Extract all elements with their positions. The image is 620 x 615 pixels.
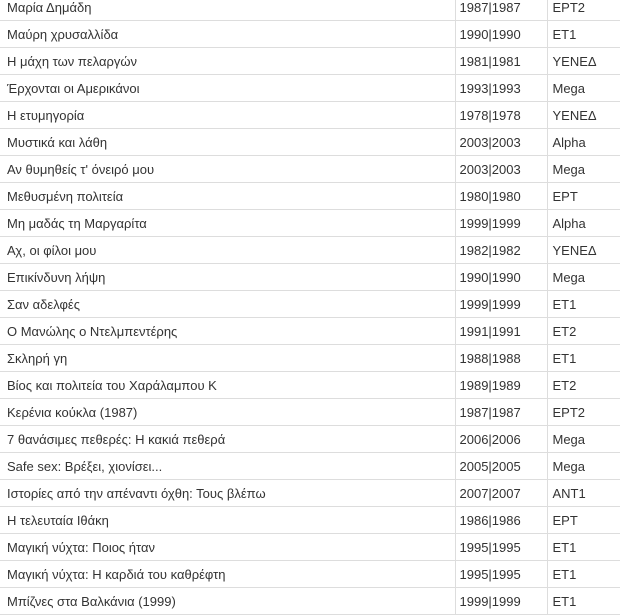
title-cell xyxy=(0,507,455,534)
table-row xyxy=(0,102,620,129)
channel-cell: Mega xyxy=(547,75,620,102)
channel-cell: ΕΤ1 xyxy=(547,534,620,561)
table-row xyxy=(0,561,620,588)
title-cell xyxy=(0,480,455,507)
series-title-link[interactable]: Safe sex: Βρέξει, χιονίσει... xyxy=(7,458,163,474)
title-cell xyxy=(0,372,455,399)
title-cell xyxy=(0,183,455,210)
years-cell: 1986|1986 xyxy=(455,507,547,534)
title-cell xyxy=(0,129,455,156)
series-title-link[interactable]: Αν θυμηθείς τ' όνειρό μου xyxy=(7,161,155,177)
title-cell xyxy=(0,21,455,48)
title-cell xyxy=(0,48,455,75)
channel-cell: Alpha xyxy=(547,129,620,156)
years-cell: 1999|1999 xyxy=(455,588,547,615)
series-title-link[interactable]: Η ετυμηγορία xyxy=(7,107,85,123)
years-cell: 2006|2006 xyxy=(455,426,547,453)
series-title-link[interactable]: Ιστορίες από την απέναντι όχθη: Τους βλέπω xyxy=(7,485,266,501)
channel-cell: Mega xyxy=(547,453,620,480)
years-cell: 1999|1999 xyxy=(455,210,547,237)
channel-cell: ΕΤ1 xyxy=(547,588,620,615)
title-cell xyxy=(0,291,455,318)
channel-cell: ΕΤ1 xyxy=(547,561,620,588)
series-title-link[interactable]: Μαύρη χρυσαλλίδα xyxy=(7,26,119,42)
series-title-link[interactable]: Βίος και πολιτεία του Χαράλαμπου Κ xyxy=(7,377,217,393)
series-title-link[interactable]: Η μάχη των πελαργών xyxy=(7,53,138,69)
title-cell xyxy=(0,399,455,426)
channel-cell: ΥΕΝΕΔ xyxy=(547,102,620,129)
table-row xyxy=(0,318,620,345)
years-cell: 2003|2003 xyxy=(455,129,547,156)
table-row xyxy=(0,264,620,291)
channel-cell: Mega xyxy=(547,264,620,291)
table-row xyxy=(0,426,620,453)
title-cell xyxy=(0,0,455,21)
channel-cell: ΥΕΝΕΔ xyxy=(547,237,620,264)
channel-cell: ΕΤ1 xyxy=(547,345,620,372)
channel-cell: ΕΡΤ2 xyxy=(547,399,620,426)
years-cell: 1987|1987 xyxy=(455,399,547,426)
years-cell: 1981|1981 xyxy=(455,48,547,75)
series-title-link[interactable]: Σκληρή γη xyxy=(7,350,68,366)
table-row xyxy=(0,156,620,183)
channel-cell: ΕΤ1 xyxy=(547,21,620,48)
table-row xyxy=(0,588,620,615)
years-cell: 1995|1995 xyxy=(455,534,547,561)
channel-cell: ΕΡΤ2 xyxy=(547,0,620,21)
series-title-link[interactable]: Μαρία Δημάδη xyxy=(7,0,92,15)
table-row xyxy=(0,183,620,210)
years-cell: 2007|2007 xyxy=(455,480,547,507)
years-cell: 1993|1993 xyxy=(455,75,547,102)
table-row xyxy=(0,237,620,264)
table-row xyxy=(0,0,620,21)
channel-cell: ΕΡΤ xyxy=(547,183,620,210)
table-row xyxy=(0,507,620,534)
channel-cell: Mega xyxy=(547,426,620,453)
title-cell xyxy=(0,561,455,588)
series-title-link[interactable]: Μαγική νύχτα: Η καρδιά του καθρέφτη xyxy=(7,566,226,582)
channel-cell: ΕΤ2 xyxy=(547,372,620,399)
series-title-link[interactable]: Μαγική νύχτα: Ποιος ήταν xyxy=(7,539,156,555)
series-title-link[interactable]: Σαν αδελφές xyxy=(7,296,80,312)
series-title-link[interactable]: Μυστικά και λάθη xyxy=(7,134,108,150)
channel-cell: ΑΝΤ1 xyxy=(547,480,620,507)
table-row xyxy=(0,372,620,399)
title-cell xyxy=(0,102,455,129)
table-row xyxy=(0,129,620,156)
series-title-link[interactable]: Μη μαδάς τη Μαργαρίτα xyxy=(7,215,147,231)
series-title-link[interactable]: Η τελευταία Ιθάκη xyxy=(7,512,109,528)
series-title-link[interactable]: Ο Μανώλης ο Ντελμπεντέρης xyxy=(7,323,178,339)
title-cell xyxy=(0,210,455,237)
channel-cell: ΥΕΝΕΔ xyxy=(547,48,620,75)
years-cell: 1989|1989 xyxy=(455,372,547,399)
channel-cell: Alpha xyxy=(547,210,620,237)
years-cell: 1978|1978 xyxy=(455,102,547,129)
title-cell xyxy=(0,156,455,183)
years-cell: 2003|2003 xyxy=(455,156,547,183)
title-cell xyxy=(0,426,455,453)
table-row xyxy=(0,210,620,237)
channel-cell: ΕΤ1 xyxy=(547,291,620,318)
series-title-link[interactable]: Μεθυσμένη πολιτεία xyxy=(7,188,124,204)
years-cell: 1982|1982 xyxy=(455,237,547,264)
years-cell: 1991|1991 xyxy=(455,318,547,345)
years-cell: 1988|1988 xyxy=(455,345,547,372)
title-cell xyxy=(0,237,455,264)
years-cell: 1987|1987 xyxy=(455,0,547,21)
title-cell xyxy=(0,345,455,372)
channel-cell: ΕΤ2 xyxy=(547,318,620,345)
series-title-link[interactable]: Έρχονται οι Αμερικάνοι xyxy=(7,80,140,96)
table-row xyxy=(0,453,620,480)
years-cell: 2005|2005 xyxy=(455,453,547,480)
table-row xyxy=(0,291,620,318)
series-title-link[interactable]: Επικίνδυνη λήψη xyxy=(7,269,106,285)
years-cell: 1980|1980 xyxy=(455,183,547,210)
table-row xyxy=(0,534,620,561)
series-title-link[interactable]: Μπίζνες στα Βαλκάνια (1999) xyxy=(7,593,176,609)
title-cell xyxy=(0,75,455,102)
table-row xyxy=(0,399,620,426)
table-row xyxy=(0,21,620,48)
title-cell xyxy=(0,318,455,345)
title-cell xyxy=(0,534,455,561)
table-row xyxy=(0,480,620,507)
years-cell: 1990|1990 xyxy=(455,264,547,291)
series-title-link[interactable]: Κερένια κούκλα (1987) xyxy=(7,404,138,420)
table-row xyxy=(0,345,620,372)
series-title-link[interactable]: 7 θανάσιμες πεθερές: Η κακιά πεθερά xyxy=(7,431,226,447)
channel-cell: Mega xyxy=(547,156,620,183)
title-cell xyxy=(0,264,455,291)
table-row xyxy=(0,48,620,75)
channel-cell: ΕΡΤ xyxy=(547,507,620,534)
years-cell: 1995|1995 xyxy=(455,561,547,588)
title-cell xyxy=(0,588,455,615)
years-cell: 1999|1999 xyxy=(455,291,547,318)
series-title-link[interactable]: Αχ, οι φίλοι μου xyxy=(7,242,97,258)
years-cell: 1990|1990 xyxy=(455,21,547,48)
table-row xyxy=(0,75,620,102)
title-cell xyxy=(0,453,455,480)
